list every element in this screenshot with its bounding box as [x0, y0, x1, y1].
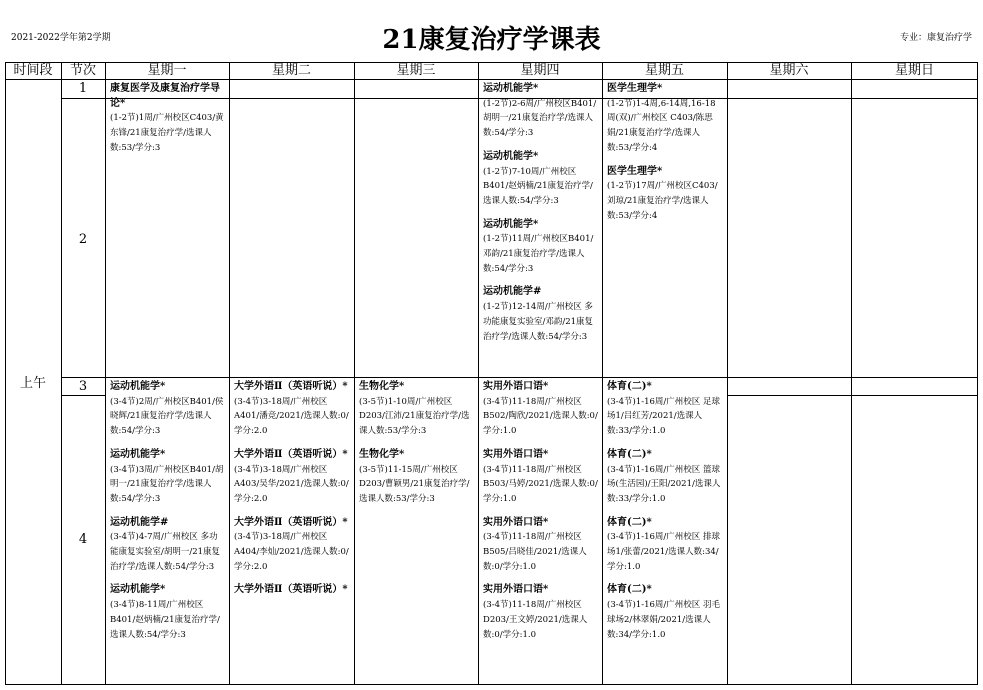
- header-wednesday: 星期三: [396, 63, 436, 78]
- cell-monday-1-2: [106, 82, 229, 377]
- course-entry[interactable]: [483, 218, 598, 277]
- course-entry[interactable]: [607, 82, 723, 156]
- header-time-slot: 时间段: [13, 63, 53, 78]
- course-name: 运动机能学*: [110, 448, 166, 460]
- header-tuesday: 星期二: [271, 63, 311, 78]
- course-name: 生物化学*: [359, 381, 405, 392]
- period-2-cell: [61, 98, 105, 377]
- major-label: 专业：康复治疗学: [899, 33, 972, 43]
- course-entry[interactable]: [607, 165, 723, 224]
- course-entry[interactable]: [234, 380, 350, 439]
- course-detail: (3-5节)1-10周/广州校区D203/江沛/21康复治疗学/选课人数:53/学分:3: [359, 396, 470, 437]
- grid-line: [727, 62, 728, 685]
- course-detail: (3-4节)3周/广州校区B401/胡明一/21康复治疗学/选课人数:54/学分:3: [110, 464, 224, 504]
- course-entry[interactable]: [359, 380, 474, 439]
- course-detail: (3-4节)3-18周/广州校区A403/吴华/2021/选课人数:0/学分:2.0: [234, 464, 349, 504]
- course-name: 运动机能学*: [483, 150, 539, 162]
- course-name: 运动机能学*: [483, 83, 539, 94]
- course-detail: (1-2节)1周/广州校区C403/黄东锋/21康复治疗学/选课人数:53/学分:3: [110, 113, 224, 153]
- course-entry[interactable]: [234, 583, 350, 598]
- course-detail: (3-4节)11-18周/广州校区B503/马婷/2021/选课人数:0/学分:1.0: [483, 464, 598, 504]
- course-entry[interactable]: [483, 448, 598, 507]
- course-name: 生物化学*: [359, 448, 405, 460]
- header-thursday: 星期四: [520, 63, 560, 78]
- course-detail: (1-2节)11周/广州校区B401/邓韵/21康复治疗学/选课人数:54/学分:3: [483, 234, 594, 274]
- period-3-cell: [61, 377, 105, 395]
- course-name: 康复医学及康复治疗学导论*: [110, 83, 220, 109]
- course-detail: (1-2节)1-4周,6-14周,16-18周(双)/广州校区 C403/陈思娟/21康复治疗学/选课人数:53/学分:4: [607, 98, 716, 153]
- course-entry[interactable]: [110, 380, 225, 439]
- cell-monday-3-4: [106, 380, 229, 685]
- course-name: 运动机能学#: [483, 286, 542, 298]
- course-detail: (3-4节)4-7周/广州校区 多功能康复实验室/胡明一/21康复治疗学/选课人数:54/学分:3: [110, 532, 221, 572]
- course-name: 运动机能学*: [483, 218, 539, 230]
- course-detail: (1-2节)12-14周/广州校区 多功能康复实验室/邓韵/21康复治疗学/选课人数:54/学分:3: [483, 302, 594, 342]
- course-name: 大学外语Ⅱ（英语听说）*: [234, 584, 348, 596]
- cell-friday-3-4: [603, 380, 727, 685]
- course-entry[interactable]: [483, 285, 598, 344]
- cell-thursday-1-2: [479, 82, 602, 377]
- course-name: 体育(二)*: [607, 516, 652, 528]
- course-entry[interactable]: [607, 448, 723, 507]
- header-monday: 星期一: [147, 63, 187, 78]
- course-entry[interactable]: [110, 82, 225, 156]
- cell-tuesday-3-4: [230, 380, 354, 685]
- grid-line: [61, 377, 978, 378]
- course-entry[interactable]: [607, 516, 723, 575]
- course-name: 实用外语口语*: [483, 516, 549, 528]
- course-name: 体育(二)*: [607, 584, 652, 596]
- course-name: 实用外语口语*: [483, 381, 549, 392]
- grid-line: [5, 79, 978, 80]
- timetable-grid: [5, 62, 978, 685]
- course-detail: (3-4节)2周/广州校区B401/侯晓辉/21康复治疗学/选课人数:54/学分:3: [110, 396, 224, 437]
- course-name: 实用外语口语*: [483, 584, 549, 596]
- cell-friday-1-2: [603, 82, 727, 377]
- course-name: 实用外语口语*: [483, 448, 549, 460]
- course-name: 运动机能学*: [110, 584, 166, 596]
- period-number: 4: [78, 532, 88, 547]
- header-saturday: 星期六: [769, 63, 809, 78]
- course-entry[interactable]: [483, 516, 598, 575]
- cell-thursday-3-4: [479, 380, 602, 685]
- course-detail: (3-4节)1-16周/广州校区 篮球场(生活园)/王阳/2021/选课人数:33/学分:1.0: [607, 464, 721, 504]
- course-detail: (1-2节)7-10周/广州校区B401/赵炳楠/21康复治疗学/选课人数:54/学分:3: [483, 166, 593, 206]
- course-name: 体育(二)*: [607, 381, 652, 392]
- period-1-cell: [61, 79, 105, 98]
- course-detail: (3-4节)1-16周/广州校区 羽毛球场2/林翠娟/2021/选课人数:34/学分:1.0: [607, 600, 720, 640]
- course-entry[interactable]: [483, 380, 598, 439]
- course-entry[interactable]: [483, 150, 598, 209]
- course-detail: (3-4节)11-18周/广州校区D203/王文婷/2021/选课人数:0/学分:1.0: [483, 600, 588, 640]
- course-name: 运动机能学#: [110, 516, 169, 528]
- course-detail: (3-4节)3-18周/广州校区A404/李灿/2021/选课人数:0/学分:2.0: [234, 532, 349, 572]
- header-sunday: 星期日: [894, 63, 934, 78]
- course-entry[interactable]: [607, 583, 723, 642]
- course-entry[interactable]: [607, 380, 723, 439]
- term-label: 2021-2022学年第2学期: [11, 33, 111, 43]
- period-number: 2: [78, 232, 88, 247]
- course-detail: (3-5节)11-15周/广州校区D203/曹颖男/21康复治疗学/选课人数:53/学分:3: [359, 464, 470, 504]
- course-name: 大学外语Ⅱ（英语听说）*: [234, 448, 348, 460]
- course-name: 运动机能学*: [110, 381, 166, 392]
- course-name: 大学外语Ⅱ（英语听说）*: [234, 516, 348, 528]
- course-entry[interactable]: [234, 516, 350, 575]
- header-friday: 星期五: [644, 63, 684, 78]
- course-name: 医学生理学*: [607, 83, 663, 94]
- course-entry[interactable]: [234, 448, 350, 507]
- period-number: 1: [78, 81, 88, 96]
- header-period: 节次: [69, 63, 96, 78]
- cell-wednesday-3-4: [355, 380, 478, 685]
- page-header: [5, 5, 978, 60]
- course-entry[interactable]: [483, 82, 598, 141]
- course-detail: (3-4节)1-16周/广州校区 足球场1/吕红芳/2021/选课人数:33/学分:1.0: [607, 396, 720, 437]
- course-detail: (3-4节)1-16周/广州校区 排球场1/张蕾/2021/选课人数:34/学分:1.0: [607, 532, 720, 572]
- course-detail: (3-4节)11-18周/广州校区B502/陶欣/2021/选课人数:0/学分:1.0: [483, 396, 598, 437]
- period-4-cell: [61, 395, 105, 685]
- grid-line: [727, 395, 978, 396]
- course-entry[interactable]: [110, 448, 225, 507]
- course-detail: (3-4节)11-18周/广州校区B505/吕晓佳/2021/选课人数:0/学分:1.0: [483, 532, 587, 572]
- course-entry[interactable]: [110, 583, 225, 642]
- course-entry[interactable]: [110, 516, 225, 575]
- course-name: 体育(二)*: [607, 448, 652, 460]
- course-entry[interactable]: [483, 583, 598, 642]
- course-detail: (3-4节)8-11周/广州校区B401/赵炳楠/21康复治疗学/选课人数:54/学分:3: [110, 600, 220, 640]
- course-name: 医学生理学*: [607, 165, 663, 177]
- page-title: 21康复治疗学课表: [382, 25, 601, 55]
- course-entry[interactable]: [359, 448, 474, 507]
- grid-line: [851, 62, 852, 685]
- course-name: 大学外语Ⅱ（英语听说）*: [234, 381, 348, 392]
- course-detail: (1-2节)17周/广州校区C403/刘琼/21康复治疗学/选课人数:53/学分:4: [607, 181, 718, 221]
- period-number: 3: [78, 379, 88, 394]
- course-detail: (3-4节)3-18周/广州校区A401/潘竞/2021/选课人数:0/学分:2.0: [234, 396, 349, 437]
- time-slot-morning: 上午: [19, 376, 46, 391]
- course-detail: (1-2节)2-6周/广州校区B401/胡明一/21康复治疗学/选课人数:54/学分:3: [483, 98, 597, 139]
